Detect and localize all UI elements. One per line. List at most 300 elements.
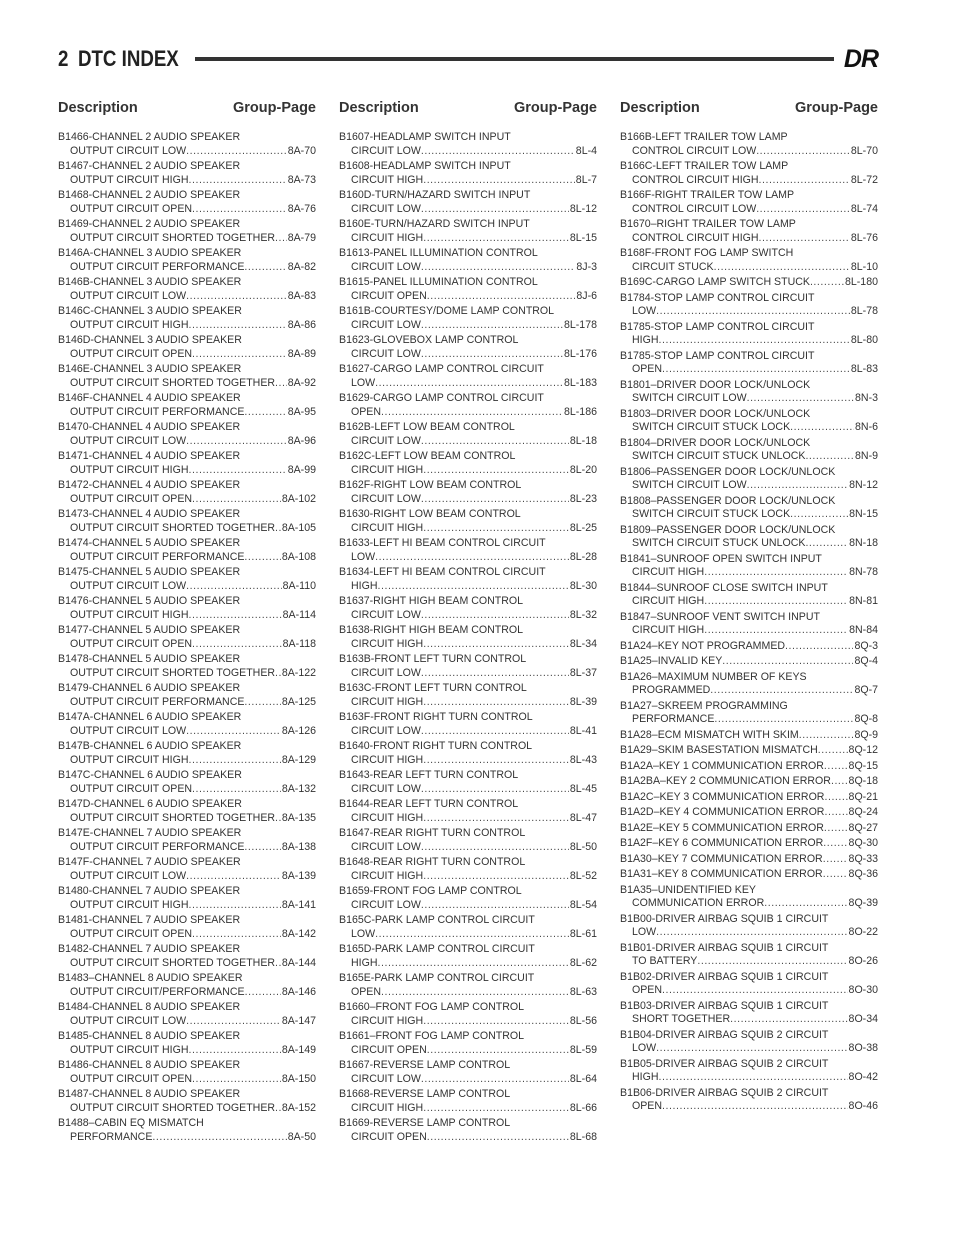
leader-dots [192, 1073, 281, 1087]
entry-page-ref: 8N-15 [849, 508, 878, 520]
entry-code-title: B1648-REAR RIGHT TURN CONTROL [339, 856, 526, 868]
entry-code-title: B1659-FRONT FOG LAMP CONTROL [339, 885, 522, 897]
entry-description: B1A2C–KEY 3 COMMUNICATION ERROR [620, 790, 825, 803]
index-entry [339, 856, 597, 883]
entry-description: PERFORMANCE [632, 713, 715, 725]
index-entry [58, 131, 316, 158]
index-entry [339, 421, 597, 448]
index-entry [339, 218, 597, 245]
index-entry [339, 798, 597, 825]
entry-page-ref: 8A-73 [287, 173, 316, 186]
entry-code-title: B146E-CHANNEL 3 AUDIO SPEAKER [58, 363, 242, 375]
entry-description: OUTPUT CIRCUIT HIGH [70, 608, 189, 621]
leader-dots [785, 640, 853, 654]
leader-dots [189, 464, 287, 478]
entry-page-ref: 8Q-18 [848, 775, 878, 787]
leader-dots [192, 493, 281, 507]
leader-dots [186, 435, 287, 449]
leader-dots [244, 841, 280, 855]
entry-code-title: B1478-CHANNEL 5 AUDIO SPEAKER [58, 653, 241, 665]
entry-page-ref: 8L-32 [569, 608, 597, 621]
entry-page-ref: 8O-34 [848, 1013, 878, 1025]
index-entry [620, 971, 878, 998]
entry-description: OUTPUT CIRCUIT SHORTED TOGETHER [70, 1101, 276, 1114]
index-entry [620, 837, 878, 851]
index-entry [339, 943, 597, 970]
index-column-3 [620, 100, 878, 1116]
entry-description: OUTPUT CIRCUIT PERFORMANCE [70, 550, 245, 563]
index-entry [58, 421, 316, 448]
entry-page-ref: 8L-61 [569, 927, 597, 940]
index-entry [339, 827, 597, 854]
leader-dots [704, 566, 848, 580]
entry-code-title: B1469-CHANNEL 2 AUDIO SPEAKER [58, 218, 241, 230]
entry-page-ref: 8Q-39 [848, 897, 878, 909]
index-entry [339, 508, 597, 535]
entry-description: OUTPUT CIRCUIT SHORTED TOGETHER [70, 956, 276, 969]
entry-code-title: B163F-FRONT RIGHT TURN CONTROL [339, 711, 533, 723]
entry-code-title: B1B03-DRIVER AIRBAG SQUIB 1 CIRCUIT [620, 999, 829, 1012]
entry-page-ref: 8N-12 [849, 479, 878, 491]
leader-dots [421, 493, 569, 507]
index-entry [620, 700, 878, 727]
index-entry [58, 1030, 316, 1057]
entry-page-ref: 8A-92 [287, 376, 316, 389]
leader-dots [764, 897, 847, 911]
index-entry [620, 1000, 878, 1027]
entry-page-ref: 8L-45 [569, 782, 597, 795]
heading-description: Description [339, 100, 419, 116]
entry-code-title: B1647-REAR RIGHT TURN CONTROL [339, 827, 526, 839]
entry-description: B1A2E–KEY 5 COMMUNICATION ERROR [620, 821, 824, 834]
entry-page-ref: 8Q-4 [854, 655, 878, 667]
entry-page-ref: 8L-66 [569, 1101, 597, 1114]
entry-code-title: B1485-CHANNEL 8 AUDIO SPEAKER [58, 1030, 241, 1042]
leader-dots [747, 392, 854, 406]
entry-code-title: B1801–DRIVER DOOR LOCK/UNLOCK [620, 378, 811, 391]
entry-description: CIRCUIT OPEN [351, 1130, 427, 1143]
entry-code-title: B1476-CHANNEL 5 AUDIO SPEAKER [58, 595, 241, 607]
index-entry [339, 276, 597, 303]
index-entry [339, 160, 597, 187]
entry-description: CIRCUIT HIGH [351, 811, 424, 824]
entry-description: OUTPUT CIRCUIT HIGH [70, 463, 189, 476]
entry-page-ref: 8L-34 [569, 637, 597, 650]
entry-code-title: B1474-CHANNEL 5 AUDIO SPEAKER [58, 537, 241, 549]
index-entry [620, 884, 878, 911]
entry-page-ref: 8L-4 [575, 144, 597, 157]
leader-dots [189, 609, 282, 623]
column-heading [339, 100, 597, 118]
entry-description: CIRCUIT LOW [351, 492, 421, 505]
entry-page-ref: 8L-37 [569, 666, 597, 679]
index-entry [620, 553, 878, 580]
leader-dots [186, 1015, 281, 1029]
entry-code-title: B1473-CHANNEL 4 AUDIO SPEAKER [58, 508, 241, 520]
entry-page-ref: 8A-76 [287, 202, 316, 215]
entry-code-title: B1607-HEADLAMP SWITCH INPUT [339, 131, 511, 143]
entry-description: CIRCUIT HIGH [351, 521, 424, 534]
leader-dots [192, 783, 281, 797]
leader-dots [421, 609, 569, 623]
entry-page-ref: 8O-22 [848, 926, 878, 938]
index-entry [58, 247, 316, 274]
entry-code-title: B1B05-DRIVER AIRBAG SQUIB 2 CIRCUIT [620, 1057, 829, 1070]
column-heading [620, 100, 878, 118]
entry-code-title: B165E-PARK LAMP CONTROL CIRCUIT [339, 972, 535, 984]
entry-description: B1A24–KEY NOT PROGRAMMED [620, 639, 786, 652]
entry-description: OUTPUT CIRCUIT SHORTED TOGETHER [70, 811, 276, 824]
leader-dots [377, 957, 568, 971]
index-entry [58, 363, 316, 390]
entry-page-ref: 8L-10 [850, 260, 878, 273]
index-entry [58, 189, 316, 216]
entry-code-title: B1613-PANEL ILLUMINATION CONTROL [339, 247, 538, 259]
entry-page-ref: 8L-54 [569, 898, 597, 911]
entry-description: OUTPUT CIRCUIT LOW [70, 289, 187, 302]
index-entry [620, 913, 878, 940]
entry-page-ref: 8A-95 [287, 405, 316, 418]
leader-dots [710, 684, 853, 698]
leader-dots [421, 783, 569, 797]
entry-code-title: B1471-CHANNEL 4 AUDIO SPEAKER [58, 450, 241, 462]
index-entry [58, 218, 316, 245]
leader-dots [790, 508, 848, 522]
entry-page-ref: 8L-18 [569, 434, 597, 447]
entry-description: LOW [351, 550, 376, 563]
entry-code-title: B146D-CHANNEL 3 AUDIO SPEAKER [58, 334, 242, 346]
entry-page-ref: 8L-76 [850, 231, 878, 244]
entry-page-ref: 8A-83 [287, 289, 316, 302]
entry-page-ref: 8N-18 [849, 537, 878, 549]
entry-code-title: B1B01-DRIVER AIRBAG SQUIB 1 CIRCUIT [620, 941, 829, 954]
entry-description: HIGH [632, 334, 659, 346]
entry-page-ref: 8A-70 [287, 144, 316, 157]
entry-code-title: B1615-PANEL ILLUMINATION CONTROL [339, 276, 538, 288]
entry-page-ref: 8L-183 [564, 376, 597, 389]
entry-description: OUTPUT CIRCUIT PERFORMANCE [70, 840, 245, 853]
index-entry [58, 682, 316, 709]
entry-page-ref: 8L-28 [569, 550, 597, 563]
entry-page-ref: 8L-43 [569, 753, 597, 766]
entry-page-ref: 8A-114 [282, 608, 316, 621]
leader-dots [421, 725, 569, 739]
entry-code-title: B1A35–UNIDENTIFIED KEY [620, 883, 756, 896]
heading-group-page: Group-Page [233, 100, 316, 116]
entry-description: OUTPUT CIRCUIT PERFORMANCE [70, 405, 245, 418]
entry-description: CIRCUIT OPEN [351, 289, 427, 302]
entry-page-ref: 8L-63 [569, 985, 597, 998]
entry-description: OUTPUT CIRCUIT OPEN [70, 782, 193, 795]
entry-description: B1A25–INVALID KEY [620, 655, 723, 667]
leader-dots [759, 174, 850, 188]
entry-code-title: B161B-COURTESY/DOME LAMP CONTROL [339, 305, 555, 317]
index-entry [58, 769, 316, 796]
entry-description: CIRCUIT LOW [351, 666, 421, 679]
entry-code-title: B1660–FRONT FOG LAMP CONTROL [339, 1001, 525, 1013]
entry-page-ref: 8A-86 [287, 318, 316, 331]
entry-code-title: B1643-REAR LEFT TURN CONTROL [339, 769, 519, 781]
index-entry [58, 508, 316, 535]
leader-dots [427, 1131, 569, 1145]
entry-code-title: B1A27–SKREEM PROGRAMMING [620, 699, 788, 712]
entry-page-ref: 8Q-8 [854, 713, 878, 725]
entry-page-ref: 8N-6 [855, 421, 878, 433]
entry-code-title: B147D-CHANNEL 6 AUDIO SPEAKER [58, 798, 242, 810]
entry-page-ref: 8L-7 [575, 173, 597, 186]
index-entry [620, 247, 878, 274]
entry-description: OUTPUT CIRCUIT HIGH [70, 1043, 189, 1056]
leader-dots [375, 377, 563, 391]
column-heading [58, 100, 316, 118]
entry-page-ref: 8A-152 [281, 1101, 316, 1114]
entry-page-ref: 8A-96 [287, 434, 316, 447]
entry-page-ref: 8N-9 [855, 450, 878, 462]
entry-code-title: B163B-FRONT LEFT TURN CONTROL [339, 653, 527, 665]
entry-description: CIRCUIT HIGH [632, 566, 705, 578]
entry-page-ref: 8A-146 [281, 985, 316, 998]
leader-dots [662, 984, 848, 998]
entry-code-title: B1483–CHANNEL 8 AUDIO SPEAKER [58, 972, 243, 984]
entry-code-title: B1669-REVERSE LAMP CONTROL [339, 1117, 511, 1129]
entry-description: CIRCUIT HIGH [351, 231, 424, 244]
entry-code-title: B162B-LEFT LOW BEAM CONTROL [339, 421, 515, 433]
entry-description: TO BATTERY [632, 955, 698, 967]
entry-page-ref: 8L-83 [850, 363, 878, 375]
entry-code-title: B165C-PARK LAMP CONTROL CIRCUIT [339, 914, 535, 926]
entry-description: CONTROL CIRCUIT LOW [632, 144, 757, 157]
entry-page-ref: 8Q-36 [848, 868, 878, 880]
leader-dots [423, 1102, 569, 1116]
leader-dots [824, 806, 847, 820]
entry-page-ref: 8A-50 [287, 1130, 316, 1143]
index-entry [339, 711, 597, 738]
entry-description: PERFORMANCE [70, 1130, 153, 1143]
leader-dots [805, 450, 854, 464]
index-entry [620, 524, 878, 551]
leader-dots [662, 363, 850, 377]
index-entry [620, 437, 878, 464]
heading-description: Description [620, 100, 700, 116]
leader-dots [244, 406, 286, 420]
entry-page-ref: 8A-139 [281, 869, 316, 882]
entry-code-title: B1484-CHANNEL 8 AUDIO SPEAKER [58, 1001, 241, 1013]
entry-description: CIRCUIT HIGH [632, 624, 705, 636]
index-entry [58, 943, 316, 970]
entry-page-ref: 8Q-7 [854, 684, 878, 696]
entry-page-ref: 8L-50 [569, 840, 597, 853]
entry-description: CIRCUIT LOW [351, 724, 421, 737]
entry-page-ref: 8A-79 [287, 231, 316, 244]
index-entry [339, 131, 597, 158]
entry-description: CIRCUIT LOW [351, 260, 421, 273]
index-entry [620, 350, 878, 377]
entry-code-title: B1644-REAR LEFT TURN CONTROL [339, 798, 519, 810]
entry-description: SWITCH CIRCUIT LOW [632, 479, 747, 491]
entry-code-title: B1481-CHANNEL 7 AUDIO SPEAKER [58, 914, 241, 926]
entry-description: OPEN [351, 405, 382, 418]
entry-page-ref: 8L-72 [850, 173, 878, 186]
entry-page-ref: 8A-129 [281, 753, 316, 766]
index-entry [339, 972, 597, 999]
entry-page-ref: 8A-118 [282, 637, 316, 650]
leader-dots [805, 537, 848, 551]
leader-dots [423, 522, 569, 536]
entry-page-ref: 8L-70 [850, 144, 878, 157]
leader-dots [421, 145, 575, 159]
entry-description: CIRCUIT LOW [351, 318, 421, 331]
entry-code-title: B168F-FRONT FOG LAMP SWITCH [620, 247, 794, 259]
page-title: DTC INDEX [78, 46, 180, 71]
entry-page-ref: 8A-110 [282, 579, 316, 592]
leader-dots [423, 754, 569, 768]
index-entry [58, 566, 316, 593]
entry-page-ref: 8Q-30 [848, 837, 878, 849]
index-entry [620, 1058, 878, 1085]
entry-code-title: B166F-RIGHT TRAILER TOW LAMP [620, 189, 795, 201]
entry-description: CONTROL CIRCUIT LOW [632, 202, 757, 215]
leader-dots [824, 791, 847, 805]
entry-description: SWITCH CIRCUIT STUCK UNLOCK [632, 450, 806, 462]
entry-description: CIRCUIT LOW [351, 608, 421, 621]
page-number: 2 [58, 46, 69, 71]
index-column-2 [339, 100, 597, 1146]
index-entry [620, 292, 878, 319]
index-entry [339, 566, 597, 593]
index-entry [620, 160, 878, 187]
entry-description: OUTPUT CIRCUIT LOW [70, 724, 187, 737]
leader-dots [423, 812, 569, 826]
entry-description: OUTPUT CIRCUIT SHORTED TOGETHER [70, 376, 276, 389]
index-entry [339, 769, 597, 796]
index-entry [339, 1001, 597, 1028]
entry-code-title: B1841–SUNROOF OPEN SWITCH INPUT [620, 552, 822, 565]
index-entry [58, 276, 316, 303]
entry-description: SWITCH CIRCUIT STUCK LOCK [632, 421, 791, 433]
entry-page-ref: 8Q-12 [848, 744, 878, 756]
entry-description: CIRCUIT STUCK [632, 260, 714, 273]
entry-code-title: B1630-RIGHT LOW BEAM CONTROL [339, 508, 521, 520]
entry-code-title: B147A-CHANNEL 6 AUDIO SPEAKER [58, 711, 242, 723]
leader-dots [656, 305, 850, 319]
entry-description: CIRCUIT HIGH [351, 753, 424, 766]
leader-dots [790, 421, 854, 435]
index-entry [58, 624, 316, 651]
index-entry [58, 740, 316, 767]
entry-page-ref: 8A-122 [281, 666, 316, 679]
leader-dots [421, 667, 569, 681]
leader-dots [377, 580, 568, 594]
entry-description: B1A28–ECM MISMATCH WITH SKIM [620, 728, 799, 741]
leader-dots [245, 986, 281, 1000]
brand-logo: DR [843, 44, 878, 73]
entry-page-ref: 8L-62 [569, 956, 597, 969]
leader-dots [824, 822, 848, 836]
entry-code-title: B1806–PASSENGER DOOR LOCK/UNLOCK [620, 465, 836, 478]
entry-code-title: B1A26–MAXIMUM NUMBER OF KEYS [620, 670, 807, 683]
entry-code-title: B1637-RIGHT HIGH BEAM CONTROL [339, 595, 524, 607]
entry-code-title: B160E-TURN/HAZARD SWITCH INPUT [339, 218, 530, 230]
entry-code-title: B166B-LEFT TRAILER TOW LAMP [620, 131, 788, 143]
entry-description: OUTPUT CIRCUIT HIGH [70, 173, 189, 186]
leader-dots [810, 276, 844, 290]
entry-page-ref: 8N-84 [849, 624, 878, 636]
leader-dots [423, 232, 569, 246]
entry-code-title: B1487-CHANNEL 8 AUDIO SPEAKER [58, 1088, 241, 1100]
entry-page-ref: 8A-150 [281, 1072, 316, 1085]
entry-page-ref: 8A-82 [287, 260, 316, 273]
entry-page-ref: 8L-52 [569, 869, 597, 882]
index-entry [620, 1087, 878, 1114]
leader-dots [427, 290, 576, 304]
entry-description: B1A31–KEY 8 COMMUNICATION ERROR [620, 868, 823, 880]
entry-code-title: B1785-STOP LAMP CONTROL CIRCUIT [620, 349, 815, 362]
entry-page-ref: 8A-99 [287, 463, 316, 476]
leader-dots [697, 955, 847, 969]
entry-page-ref: 8L-12 [569, 202, 597, 215]
leader-dots [375, 928, 569, 942]
entry-description: OUTPUT CIRCUIT HIGH [70, 753, 189, 766]
entry-code-title: B162F-RIGHT LOW BEAM CONTROL [339, 479, 522, 491]
leader-dots [756, 145, 850, 159]
leader-dots [704, 624, 848, 638]
entry-description: OUTPUT CIRCUIT LOW [70, 869, 187, 882]
entry-code-title: B147F-CHANNEL 7 AUDIO SPEAKER [58, 856, 241, 868]
entry-page-ref: 8O-38 [848, 1042, 878, 1054]
entry-code-title: B1670–RIGHT TRAILER TOW LAMP [620, 218, 796, 230]
entry-page-ref: 8Q-15 [848, 759, 878, 772]
entry-code-title: B1847–SUNROOF VENT SWITCH INPUT [620, 610, 820, 623]
index-entry [620, 218, 878, 245]
entry-page-ref: 8Q-33 [848, 852, 878, 865]
entry-description: CIRCUIT LOW [351, 840, 421, 853]
entry-code-title: B1B00-DRIVER AIRBAG SQUIB 1 CIRCUIT [620, 912, 829, 925]
entry-code-title: B1466-CHANNEL 2 AUDIO SPEAKER [58, 131, 241, 143]
entry-description: OUTPUT CIRCUIT HIGH [70, 898, 189, 911]
leader-dots [423, 638, 569, 652]
leader-dots [189, 319, 287, 333]
entry-description: OUTPUT CIRCUIT OPEN [70, 1072, 193, 1085]
leader-dots [421, 841, 569, 855]
index-entry [620, 408, 878, 435]
entry-description: CIRCUIT HIGH [632, 595, 705, 607]
leader-dots [186, 145, 287, 159]
entry-code-title: B1627-CARGO LAMP CONTROL CIRCUIT [339, 363, 544, 375]
leader-dots [823, 868, 848, 882]
entry-code-title: B1667-REVERSE LAMP CONTROL [339, 1059, 511, 1071]
entry-page-ref: 8N-81 [849, 595, 878, 607]
entry-page-ref: 8A-108 [281, 550, 316, 563]
index-entry [620, 744, 878, 758]
index-entry [620, 942, 878, 969]
entry-code-title: B1479-CHANNEL 6 AUDIO SPEAKER [58, 682, 241, 694]
index-entry [58, 595, 316, 622]
index-entry [58, 914, 316, 941]
entry-description: OUTPUT CIRCUIT LOW [70, 579, 187, 592]
entry-code-title: B1803–DRIVER DOOR LOCK/UNLOCK [620, 407, 811, 420]
index-entry [339, 595, 597, 622]
index-column-1 [58, 100, 316, 1146]
entry-code-title: B1785-STOP LAMP CONTROL CIRCUIT [620, 320, 815, 333]
entry-page-ref: 8J-3 [576, 260, 597, 273]
entry-page-ref: 8L-39 [569, 695, 597, 708]
entry-code-title: B1640-FRONT RIGHT TURN CONTROL [339, 740, 533, 752]
entry-description: OUTPUT CIRCUIT HIGH [70, 318, 189, 331]
leader-dots [189, 1044, 281, 1058]
entry-description: B1A2F–KEY 6 COMMUNICATION ERROR [620, 837, 824, 849]
entry-description: OUTPUT CIRCUIT OPEN [70, 202, 193, 215]
index-entry [620, 671, 878, 698]
